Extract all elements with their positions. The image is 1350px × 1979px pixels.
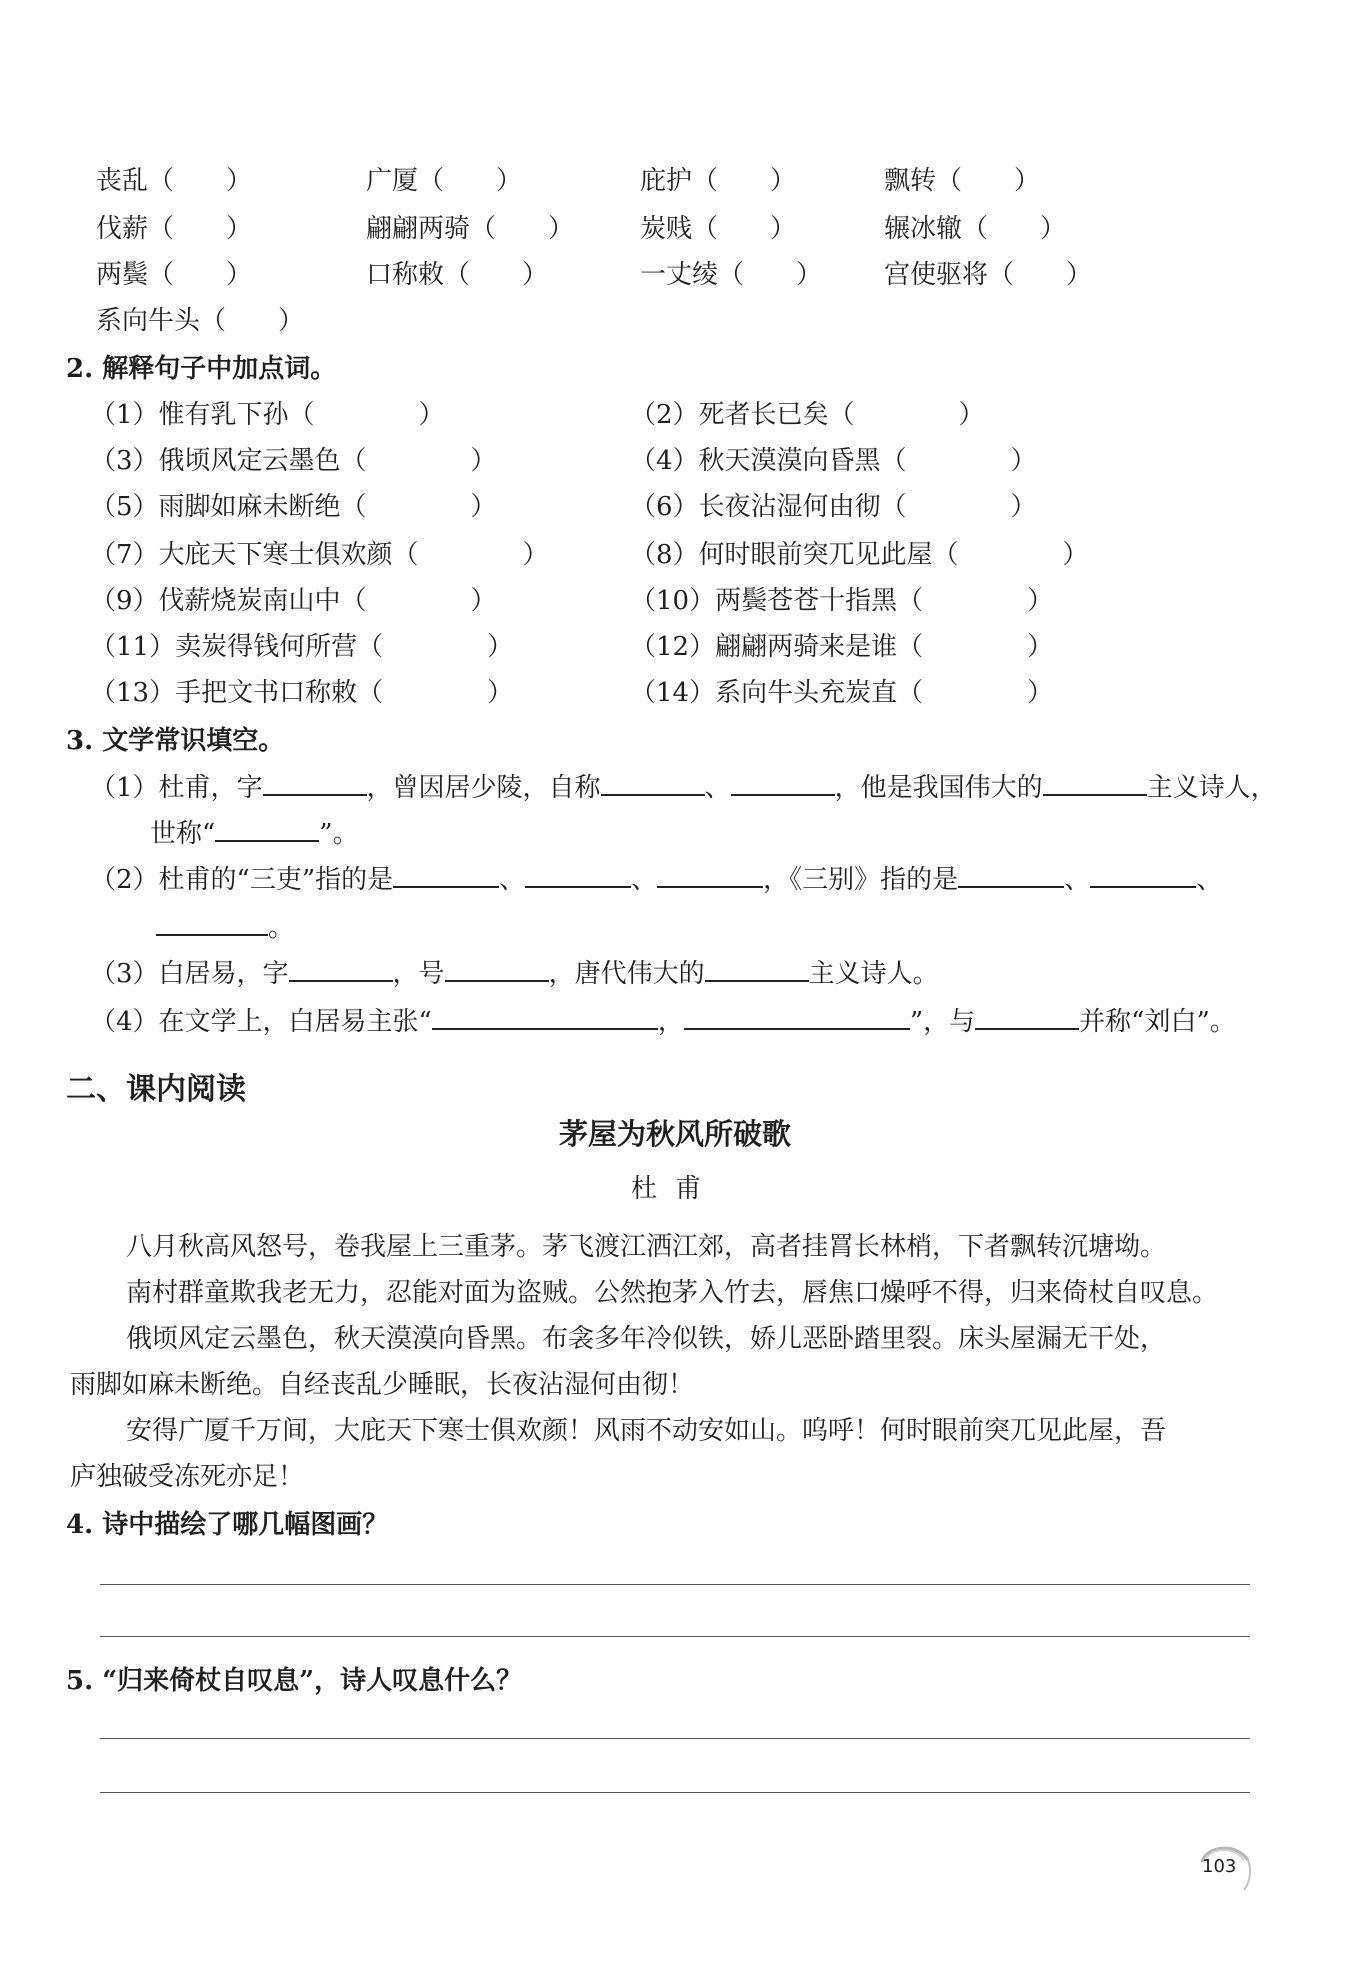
q2-item-8: （8）何时眼前突兀见此屋（ ） — [630, 540, 1089, 570]
vocab-4-1: 系向牛头（ ） — [96, 306, 305, 336]
question-4: 4. 诗中描绘了哪几幅图画？ — [66, 1510, 389, 1540]
vocab-2-2: 翩翩两骑（ ） — [366, 214, 575, 244]
blank-zhuzhang-1[interactable] — [432, 1004, 658, 1030]
q2-item-3: （3）俄顷风定云墨色（ ） — [90, 446, 497, 476]
q2-item-9: （9）伐薪烧炭南山中（ ） — [90, 586, 497, 616]
vocab-3-2: 口称敕（ ） — [366, 260, 549, 290]
q3-text: 、 — [1064, 865, 1091, 895]
vocab-2-3: 炭贱（ ） — [640, 214, 797, 244]
blank-shicheng[interactable] — [215, 816, 319, 842]
page-number — [1196, 1838, 1254, 1896]
q2-item-11: （11）卖炭得钱何所营（ ） — [90, 632, 514, 662]
vocab-3-4: 宫使驱将（ ） — [884, 260, 1093, 290]
q3-text: 、 — [631, 865, 658, 895]
poem-line-5: 安得广厦千万间，大庇天下寒士俱欢颜！风雨不动安如山。呜呼！何时眼前突兀见此屋，吾 — [126, 1416, 1167, 1446]
q3-text: 并称“刘白”。 — [1079, 1007, 1236, 1037]
q2-item-2: （2）死者长已矣（ ） — [630, 400, 985, 430]
vocab-3-3: 一丈绫（ ） — [640, 260, 823, 290]
q2-item-10: （10）两鬓苍苍十指黑（ ） — [630, 586, 1054, 616]
blank-sanbie-3[interactable] — [156, 910, 268, 936]
vocab-1-4: 飘转（ ） — [884, 166, 1041, 196]
blank-sanli-1[interactable] — [393, 862, 499, 888]
q3-line-6 — [90, 1004, 1236, 1039]
answer-line-4a[interactable] — [100, 1584, 1250, 1585]
q2-item-12: （12）翩翩两骑来是谁（ ） — [630, 632, 1054, 662]
question-3-title: 3. 文学常识填空。 — [66, 726, 285, 756]
q3-text: 主义诗人。 — [808, 959, 939, 989]
poem-line-1: 八月秋高风怒号，卷我屋上三重茅。茅飞渡江洒江郊，高者挂罥长林梢，下者飘转沉塘坳。 — [126, 1232, 1167, 1262]
q3-text: ，他是我国伟大的 — [834, 773, 1043, 803]
vocab-1-3: 庇护（ ） — [640, 166, 797, 196]
q3-line-3 — [90, 862, 1222, 897]
q3-text: ，《三别》指的是 — [763, 865, 959, 895]
blank-bai-zi[interactable] — [289, 956, 393, 982]
q3-text: （4）在文学上，白居易主张“ — [90, 1007, 432, 1037]
q3-text: （1）杜甫，字 — [90, 773, 263, 803]
q3-text: ”，与 — [909, 1007, 976, 1037]
q3-text: 、 — [1196, 865, 1223, 895]
q3-text: 、 — [499, 865, 526, 895]
q3-text: ”。 — [319, 819, 359, 849]
q3-text: 、 — [704, 773, 731, 803]
blank-liu[interactable] — [975, 1004, 1079, 1030]
q3-text: ， — [657, 1007, 684, 1037]
poem-line-4: 雨脚如麻未断绝。自经丧乱少睡眠，长夜沾湿何由彻！ — [70, 1370, 695, 1400]
q2-item-6: （6）长夜沾湿何由彻（ ） — [630, 492, 1037, 522]
blank-zhuyi[interactable] — [1043, 770, 1147, 796]
q2-item-14: （14）系向牛头充炭直（ ） — [630, 678, 1054, 708]
blank-sanli-3[interactable] — [657, 862, 763, 888]
blank-zicheng-2[interactable] — [731, 770, 835, 796]
vocab-2-4: 辗冰辙（ ） — [884, 214, 1067, 244]
vocab-3-1: 两鬓（ ） — [96, 260, 253, 290]
answer-line-5a[interactable] — [100, 1738, 1250, 1739]
q3-text: （3）白居易，字 — [90, 959, 289, 989]
poem-title: 茅屋为秋风所破歌 — [558, 1117, 791, 1151]
q2-item-1: （1）惟有乳下孙（ ） — [90, 400, 445, 430]
poem-author: 杜甫 — [630, 1174, 719, 1204]
vocab-1-1: 丧乱（ ） — [96, 166, 253, 196]
q3-text: （2）杜甫的“三吏”指的是 — [90, 865, 394, 895]
q3-line-5 — [90, 956, 939, 991]
vocab-1-2: 广厦（ ） — [366, 166, 523, 196]
q2-item-7: （7）大庇天下寒士俱欢颜（ ） — [90, 540, 549, 570]
blank-bai-hao[interactable] — [445, 956, 549, 982]
page-number-text: 103 — [1202, 1856, 1237, 1877]
answer-line-4b[interactable] — [100, 1636, 1250, 1637]
blank-sanbie-1[interactable] — [958, 862, 1064, 888]
question-5: 5. “归来倚杖自叹息”，诗人叹息什么？ — [66, 1666, 523, 1696]
vocab-2-1: 伐薪（ ） — [96, 214, 253, 244]
answer-line-5b[interactable] — [100, 1792, 1250, 1793]
q2-item-13: （13）手把文书口称敕（ ） — [90, 678, 514, 708]
q3-text: 主义诗人， — [1146, 773, 1277, 803]
q2-item-4: （4）秋天漠漠向昏黑（ ） — [630, 446, 1037, 476]
q3-line-2 — [150, 816, 359, 851]
blank-bai-zhuyi[interactable] — [705, 956, 809, 982]
blank-zhuzhang-2[interactable] — [684, 1004, 910, 1030]
blank-sanli-2[interactable] — [525, 862, 631, 888]
blank-sanbie-2[interactable] — [1090, 862, 1196, 888]
q2-item-5: （5）雨脚如麻未断绝（ ） — [90, 492, 497, 522]
poem-line-6: 庐独破受冻死亦足！ — [70, 1462, 305, 1492]
section-title: 二、课内阅读 — [66, 1072, 246, 1107]
q3-text: ，号 — [392, 959, 445, 989]
question-2-title: 2. 解释句子中加点词。 — [66, 354, 337, 384]
q3-text: 。 — [268, 913, 295, 943]
q3-text: ，曾因居少陵，自称 — [366, 773, 601, 803]
blank-zicheng-1[interactable] — [601, 770, 705, 796]
poem-line-3: 俄顷风定云墨色，秋天漠漠向昏黑。布衾多年冷似铁，娇儿恶卧踏里裂。床头屋漏无干处， — [126, 1324, 1167, 1354]
poem-line-2: 南村群童欺我老无力，忍能对面为盗贼。公然抱茅入竹去，唇焦口燥呼不得，归来倚杖自叹息。 — [126, 1278, 1219, 1308]
q3-text: 世称“ — [150, 819, 216, 849]
blank-zimei[interactable] — [263, 770, 367, 796]
q3-line-4 — [156, 910, 294, 945]
q3-line-1 — [90, 770, 1277, 805]
q3-text: ，唐代伟大的 — [548, 959, 705, 989]
